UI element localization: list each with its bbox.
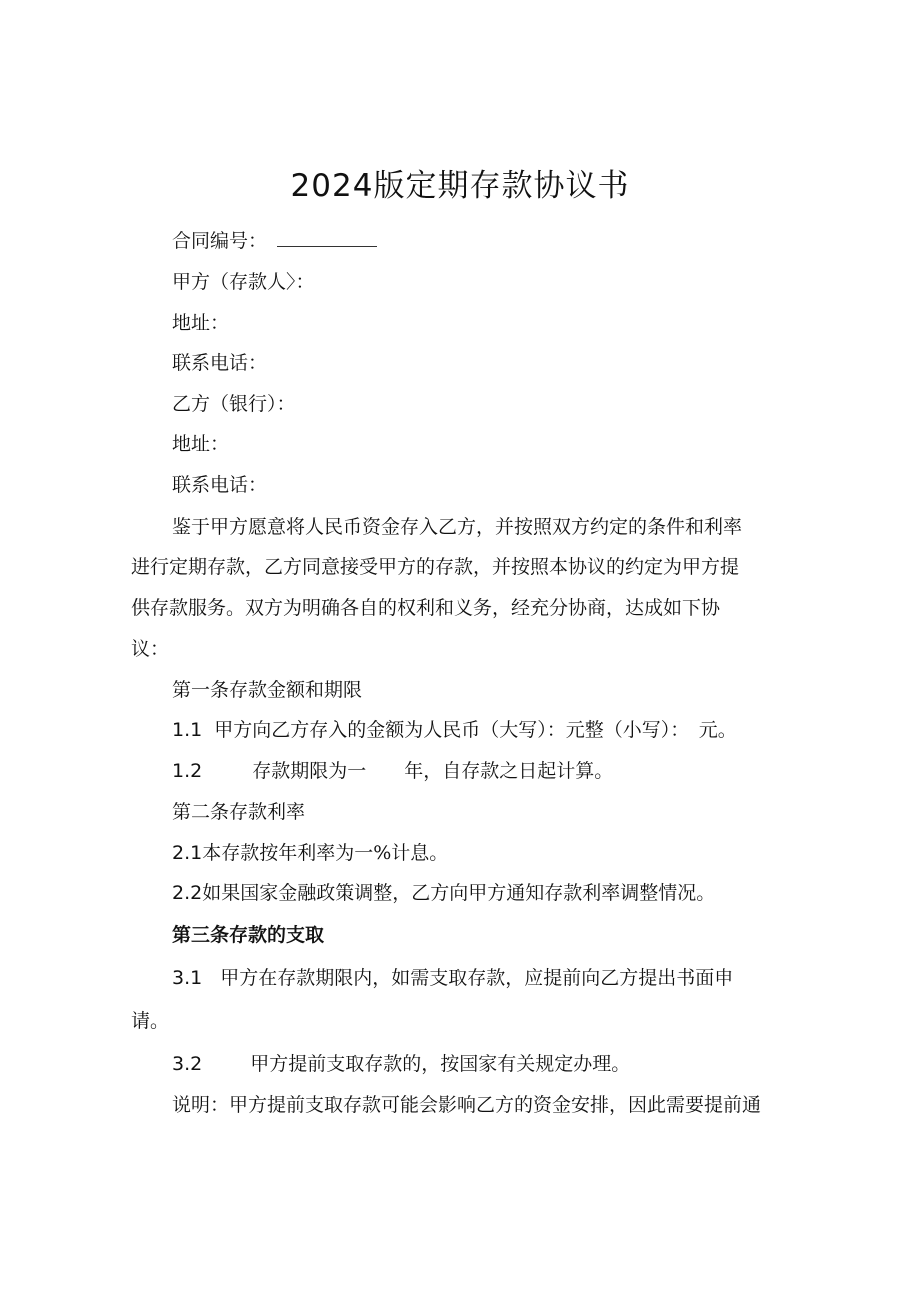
clause-1-1 bbox=[172, 717, 737, 743]
clause-3-2-number: 3.2 bbox=[172, 1053, 203, 1075]
preamble-line-4: 议： bbox=[131, 638, 170, 660]
clause-2-1 bbox=[172, 840, 448, 866]
party-a-label: 甲方（存款人〉： bbox=[172, 271, 315, 293]
contract-number-blank bbox=[277, 232, 377, 247]
article-2-heading: 第二条存款利率 bbox=[172, 801, 306, 823]
clause-2-2-text: 如果国家金融政策调整，乙方向甲方通知存款利率调整情况。 bbox=[202, 882, 716, 904]
preamble-line-1: 鉴于甲方愿意将人民币资金存入乙方，并按照双方约定的条件和利率 bbox=[172, 516, 743, 538]
clause-3-2 bbox=[172, 1051, 630, 1077]
clause-2-2 bbox=[172, 880, 715, 906]
article-1-heading: 第一条存款金额和期限 bbox=[172, 679, 363, 701]
clause-2-2-number: 2.2 bbox=[172, 882, 203, 904]
contract-number-label: 合同编号： bbox=[172, 230, 268, 252]
preamble-line-3: 供存款服务。双方为明确各自的权利和义务，经充分协商，达成如下协 bbox=[131, 597, 721, 619]
clause-1-2-text: 存款期限为一 年，自存款之日起计算。 bbox=[252, 760, 614, 782]
clause-1-2-number: 1.2 bbox=[172, 760, 203, 782]
party-b-phone-label: 联系电话： bbox=[172, 474, 268, 496]
party-a-phone-label: 联系电话： bbox=[172, 352, 268, 374]
article-3-note: 说明：甲方提前支取存款可能会影响乙方的资金安排，因此需要提前通 bbox=[172, 1094, 762, 1116]
party-b-label: 乙方（银行）： bbox=[172, 393, 296, 415]
clause-3-1-continuation: 请。 bbox=[131, 1010, 170, 1032]
clause-3-1-number: 3.1 bbox=[172, 967, 203, 989]
clause-2-1-number: 2.1 bbox=[172, 842, 203, 864]
clause-1-1-text: 甲方向乙方存入的金额为人民币（大写）：元整（小写）： 元。 bbox=[214, 719, 737, 741]
clause-3-1-text: 甲方在存款期限内，如需支取存款，应提前向乙方提出书面申 bbox=[220, 967, 734, 989]
clause-3-2-text: 甲方提前支取存款的，按国家有关规定办理。 bbox=[250, 1053, 631, 1075]
party-a-address-label: 地址： bbox=[172, 312, 230, 334]
clause-3-1 bbox=[172, 965, 733, 991]
document-title: 2024版定期存款协议书 bbox=[290, 168, 630, 204]
article-3-heading: 第三条存款的支取 bbox=[172, 924, 325, 946]
contract-number-row bbox=[172, 228, 377, 254]
clause-2-1-text: 本存款按年利率为一%计息。 bbox=[202, 842, 449, 864]
clause-1-1-number: 1.1 bbox=[172, 719, 203, 741]
party-b-address-label: 地址： bbox=[172, 433, 230, 455]
preamble-line-2: 进行定期存款，乙方同意接受甲方的存款，并按照本协议的约定为甲方提 bbox=[131, 556, 740, 578]
clause-1-2 bbox=[172, 758, 613, 784]
